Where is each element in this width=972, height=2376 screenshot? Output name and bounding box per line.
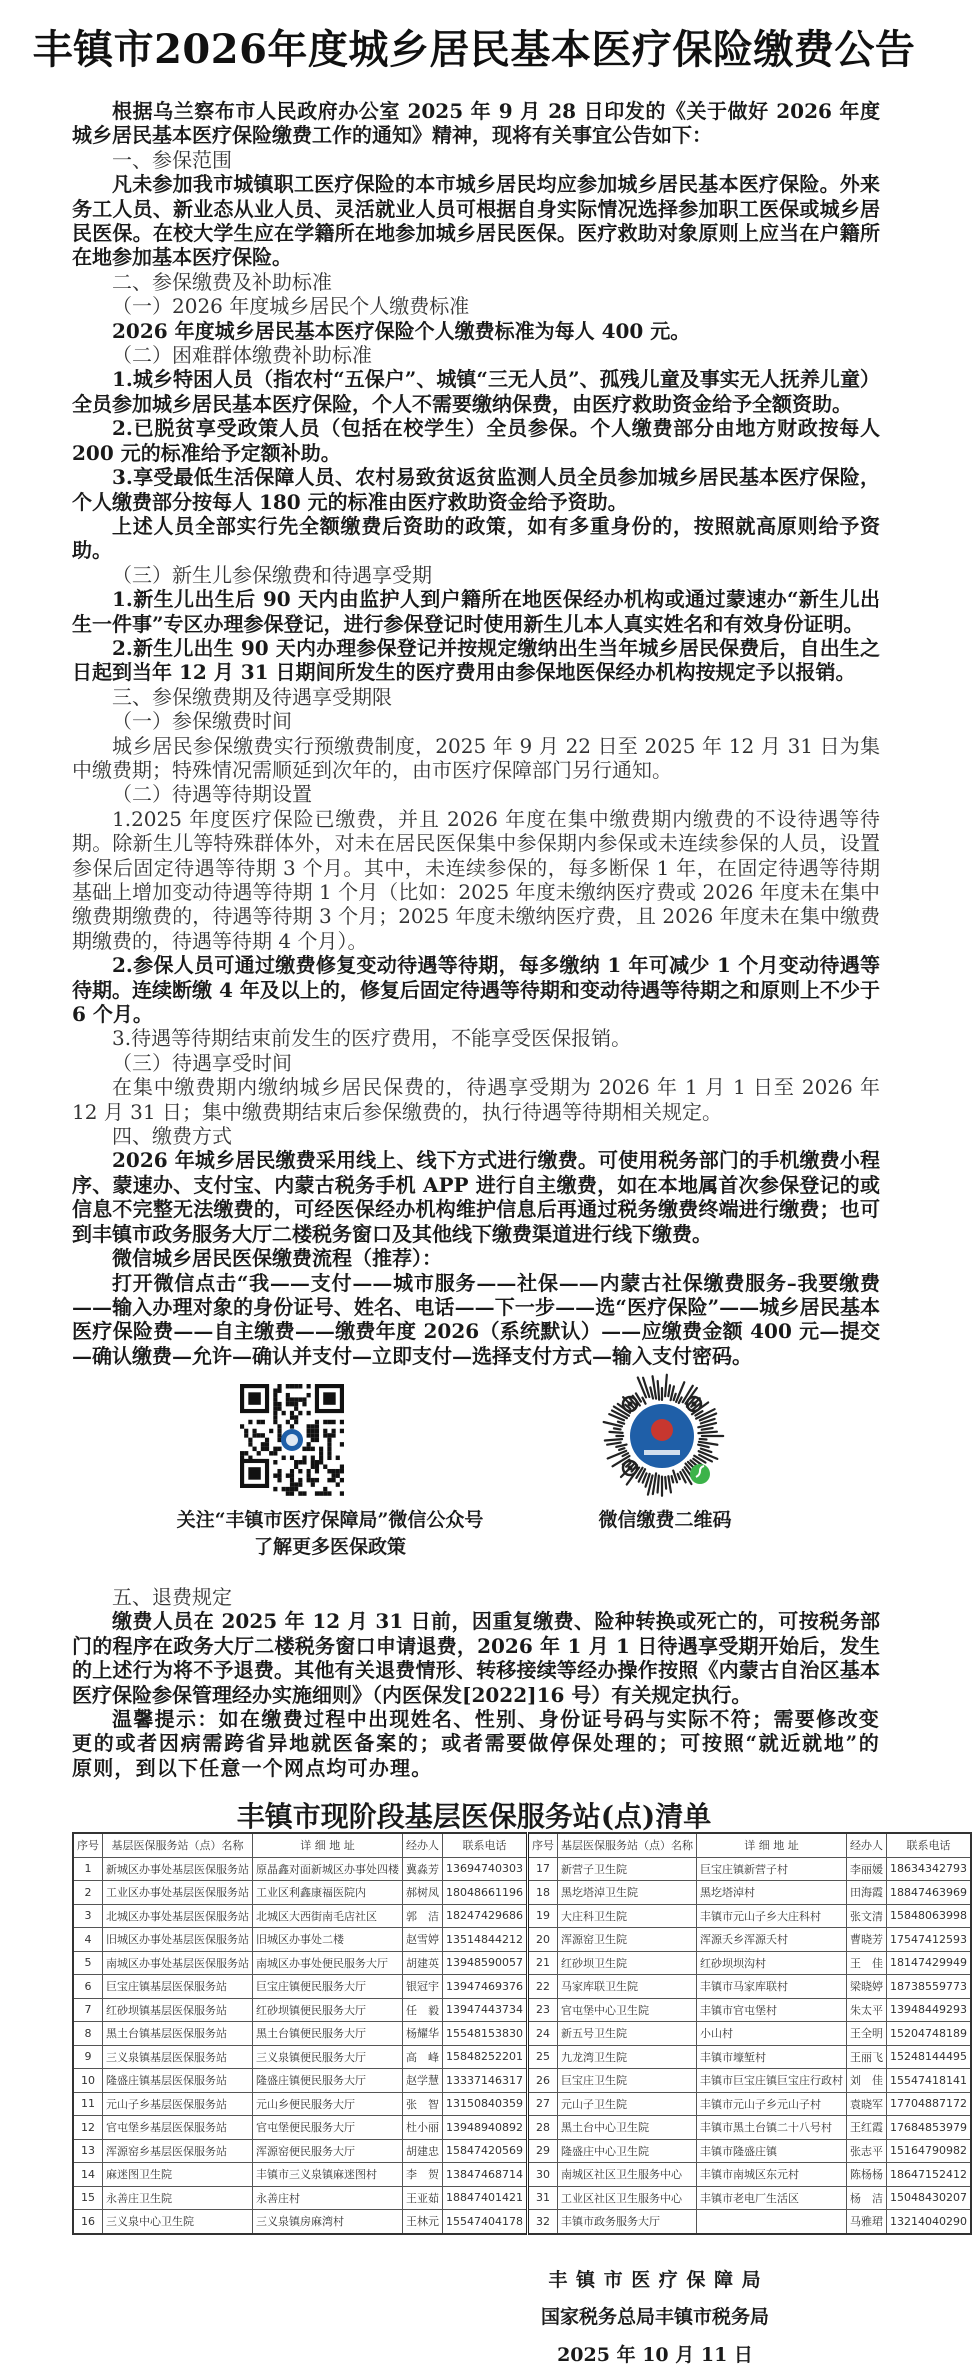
cell-station-name: 隆盛庄中心卫生院 [557, 2139, 696, 2163]
cell-contact-person: 胡建英 [403, 1951, 443, 1975]
cell-contact-person: 郝树凤 [403, 1881, 443, 1905]
cell-phone: 15848063998 [886, 1904, 970, 1928]
cell-phone: 18847463969 [886, 1881, 970, 1905]
column-header: 详 细 地 址 [253, 1833, 403, 1857]
cell-contact-person: 冀淼芳 [403, 1857, 443, 1881]
paragraph: 上述人员全部实行先全额缴费后资助的政策，如有多重身份的，按照就高原则给予资助。 [72, 513, 880, 563]
cell-phone: 13948940892 [443, 2116, 528, 2140]
cell-index: 2 [73, 1881, 103, 1905]
paragraph: 2026 年城乡居民缴费采用线上、线下方式进行缴费。可使用税务部门的手机缴费小程序、蒙速办、支付宝、内蒙古税务手机 APP 进行自主缴费，如在本地属首次参保登记的或信息不完整无法缴费的，可经医保经办机构维护信息后再通过税务缴费终端进行缴费；也可到丰镇市政务服务大厅二楼税务窗口及其他线下缴费渠道进行线下缴费。 [72, 1148, 880, 1246]
cell-index: 10 [73, 2069, 103, 2093]
refund-section [72, 1585, 880, 1780]
cell-index: 7 [73, 1998, 103, 2022]
cell-phone: 13948449293 [886, 1998, 970, 2022]
column-header: 经办人 [846, 1833, 886, 1857]
cell-contact-person: 银冠宇 [403, 1975, 443, 1999]
cell-phone: 13337146317 [443, 2069, 528, 2093]
cell-phone: 15048430207 [886, 2186, 970, 2210]
cell-station-name: 北城区办事处基层医保服务站 [103, 1904, 253, 1928]
section-heading: 四、缴费方式 [112, 1124, 232, 1149]
cell-address: 北城区大西街南毛店社区 [253, 1904, 403, 1928]
cell-address: 小山村 [696, 2022, 846, 2046]
notice-body [72, 99, 880, 1368]
table-row [73, 2092, 971, 2116]
cell-index: 16 [73, 2210, 103, 2234]
cell-contact-person: 王亚茹 [403, 2186, 443, 2210]
cell-index: 31 [527, 2186, 557, 2210]
qr-left-caption-line-2: 了解更多医保政策 [253, 1536, 406, 1558]
cell-address: 丰镇市官屯堡村 [696, 1998, 846, 2022]
paragraph: 2.参保人员可通过缴费修复变动待遇等待期，每多缴纳 1 年可减少 1 个月变动待遇等待期。连续断缴 4 年及以上的，修复后固定待遇等待期和变动待遇等待期之和原则上不少于 6 个月。 [72, 953, 880, 1027]
paragraph: 1.城乡特困人员（指农村“五保户”、城镇“三无人员”、孤残儿童及事实无人抚养儿童）全员参加城乡居民基本医疗保险，个人不需要缴纳保费，由医疗救助资金给予全额资助。 [72, 367, 880, 416]
cell-address: 红砂坝镇便民服务大厅 [253, 1998, 403, 2022]
section-heading: 1.2025 年度医疗保险已缴费，并且 2026 年度在集中缴费期内缴费的不设待遇等待期。除新生儿等特殊群体外，对未在居民医保集中参保期内参保或未连续参保的人员，设置参保后固定待遇等待期 3 个月。其中，未连续参保的，每多断保 1 年，在固定待遇等待期基础上增加变动待遇等待期 1 个月（比如：2025 年度未缴纳医疗费或 2026 年度未在集中缴费期缴费的，待遇等待期 3 个月；2025 年度未缴纳医疗费，且 2026 年度未在集中缴费期缴费的，待遇等待期 4 个月）。 [72, 806, 880, 953]
table-row [73, 1881, 971, 1905]
cell-phone: 13694740303 [443, 1857, 528, 1881]
cell-address: 黑土台镇便民服务大厅 [253, 2022, 403, 2046]
cell-index: 25 [527, 2045, 557, 2069]
cell-contact-person: 李丽媛 [846, 1857, 886, 1881]
cell-contact-person: 张 智 [403, 2092, 443, 2116]
cell-index: 17 [527, 1857, 557, 1881]
paragraph: 3.享受最低生活保障人员、农村易致贫返贫监测人员全员参加城乡居民基本医疗保险，个人缴费部分按每人 180 元的标准由医疗救助资金给予资助。 [72, 465, 880, 514]
cell-address: 三义泉镇房麻湾村 [253, 2210, 403, 2234]
cell-address: 丰镇市南城区东元村 [696, 2163, 846, 2187]
cell-address: 丰镇市马家库联村 [696, 1975, 846, 1999]
table-header-row [73, 1833, 971, 1857]
cell-contact-person: 赵学慧 [403, 2069, 443, 2093]
cell-index: 21 [527, 1951, 557, 1975]
cell-index: 1 [73, 1857, 103, 1881]
table-row [73, 2116, 971, 2140]
cell-index: 6 [73, 1975, 103, 1999]
cell-index: 23 [527, 1998, 557, 2022]
cell-contact-person: 王全明 [846, 2022, 886, 2046]
paragraph: 2026 年度城乡居民基本医疗保险个人缴费标准为每人 400 元。 [112, 318, 691, 343]
cell-address: 丰镇市元山子乡元山子村 [696, 2092, 846, 2116]
cell-station-name: 官屯堡中心卫生院 [557, 1998, 696, 2022]
paragraph: 凡未参加我市城镇职工医疗保险的本市城乡居民均应参加城乡居民基本医疗保险。外来务工人员、新业态从业人员、灵活就业人员可根据自身实际情况选择参加职工医保或城乡居民医保。在校大学生应在学籍所在地参加城乡居民医保。医疗救助对象原则上应当在户籍所在地参加基本医疗保险。 [72, 172, 880, 270]
cell-contact-person: 胡建忠 [403, 2139, 443, 2163]
signature-date: 2025 年 10 月 11 日 [557, 2344, 753, 2366]
warm-tip-paragraph: 温馨提示：如在缴费过程中出现姓名、性别、身份证号码与实际不符；需要修改变更的或者因病需跨省异地就医备案的；或者需要做停保处理的；可按照“就近就地”的原则，到以下任意一个网点均可办理。 [72, 1707, 880, 1780]
table-row [73, 1951, 971, 1975]
cell-index: 3 [73, 1904, 103, 1928]
section-heading: 一、参保范围 [112, 147, 232, 172]
cell-station-name: 浑源窑乡基层医保服务站 [103, 2139, 253, 2163]
column-header: 联系电话 [886, 1833, 970, 1857]
cell-phone: 15547404178 [443, 2210, 528, 2234]
cell-station-name: 红砂坝镇基层医保服务站 [103, 1998, 253, 2022]
cell-address: 巨宝庄镇便民服务大厅 [253, 1975, 403, 1999]
cell-phone: 15848252201 [443, 2045, 528, 2069]
section-heading: 城乡居民参保缴费实行预缴费制度，2025 年 9 月 22 日至 2025 年 12 月 31 日为集中缴费期；特殊情况需顺延到次年的，由市医疗保障部门另行通知。 [72, 733, 880, 782]
cell-contact-person: 王红霞 [846, 2116, 886, 2140]
cell-index: 14 [73, 2163, 103, 2187]
cell-address: 丰镇市黑土台镇二十八号村 [696, 2116, 846, 2140]
cell-contact-person: 田海霞 [846, 1881, 886, 1905]
cell-station-name: 黑土台中心卫生院 [557, 2116, 696, 2140]
cell-contact-person: 王 佳 [846, 1951, 886, 1975]
table-row [73, 1928, 971, 1952]
paragraph: 2.已脱贫享受政策人员（包括在校学生）全员参保。个人缴费部分由地方财政按每人 200 元的标准给予定额补助。 [72, 416, 880, 465]
cell-station-name: 马家库联卫生院 [557, 1975, 696, 1999]
cell-station-name: 巨宝庄卫生院 [557, 2069, 696, 2093]
cell-station-name: 工业区办事处基层医保服务站 [103, 1881, 253, 1905]
cell-address: 丰镇市壕堑村 [696, 2045, 846, 2069]
cell-contact-person: 王丽飞 [846, 2045, 886, 2069]
cell-station-name: 工业区社区卫生服务中心 [557, 2186, 696, 2210]
cell-contact-person: 马雅珺 [846, 2210, 886, 2234]
cell-station-name: 浑源窑卫生院 [557, 1928, 696, 1952]
cell-contact-person: 朱太平 [846, 1998, 886, 2022]
cell-address: 隆盛庄镇便民服务大厅 [253, 2069, 403, 2093]
cell-contact-person: 赵雪婷 [403, 1928, 443, 1952]
cell-phone: 13847468714 [443, 2163, 528, 2187]
paragraph: 2.新生儿出生 90 天内办理参保登记并按规定缴纳出生当年城乡居民保费后，自出生之日起到当年 12 月 31 日期间所发生的医疗费用由参保地医保经办机构按规定予以报销。 [72, 635, 880, 685]
cell-address: 红砂坝坝沟村 [696, 1951, 846, 1975]
table-row [73, 2186, 971, 2210]
cell-station-name: 丰镇市政务服务大厅 [557, 2210, 696, 2234]
table-row [73, 1857, 971, 1881]
cell-index: 8 [73, 2022, 103, 2046]
cell-address: 丰镇市巨宝庄镇巨宝庄行政村 [696, 2069, 846, 2093]
wechat-official-account-qr-code [240, 1384, 344, 1496]
cell-station-name: 新五号卫生院 [557, 2022, 696, 2046]
cell-phone: 18847401421 [443, 2186, 528, 2210]
cell-station-name: 巨宝庄镇基层医保服务站 [103, 1975, 253, 1999]
cell-station-name: 三义泉中心卫生院 [103, 2210, 253, 2234]
cell-station-name: 官屯堡乡基层医保服务站 [103, 2116, 253, 2140]
cell-phone: 15548153830 [443, 2022, 528, 2046]
cell-station-name: 麻迷图卫生院 [103, 2163, 253, 2187]
table-row [73, 1975, 971, 1999]
wechat-payment-mini-program-code [600, 1374, 724, 1498]
cell-index: 27 [527, 2092, 557, 2116]
cell-phone: 13947443734 [443, 1998, 528, 2022]
qr-right-caption: 微信缴费二维码 [598, 1509, 732, 1531]
table-row [73, 2069, 971, 2093]
cell-station-name: 元山子乡基层医保服务站 [103, 2092, 253, 2116]
cell-phone: 18247429686 [443, 1904, 528, 1928]
section-heading: （二）待遇等待期设置 [112, 782, 312, 807]
cell-address: 黑圪塔淖村 [696, 1881, 846, 1905]
signature-org-medical-security: 丰 镇 市 医 疗 保 障 局 [548, 2269, 762, 2291]
paragraph: 缴费人员在 2025 年 12 月 31 日前，因重复缴费、险种转换或死亡的，可按税务部门的程序在政务大厅二楼税务窗口申请退费，2026 年 1 月 1 日待遇享受期开始后，发生的上述行为将不予退费。其他有关退费情形、转移接续等经办操作按照《内蒙古自治区基本医疗保险参保管理经办实施细则》（内医保发[2022]16 号）有关规定执行。 [72, 1609, 880, 1707]
cell-index: 13 [73, 2139, 103, 2163]
cell-address: 浑源夭乡浑源夭村 [696, 1928, 846, 1952]
cell-address: 永善庄村 [253, 2186, 403, 2210]
qr-left-caption [140, 1507, 520, 1561]
cell-station-name: 新城区办事处基层医保服务站 [103, 1857, 253, 1881]
cell-address: 南城区办事处便民服务大厅 [253, 1951, 403, 1975]
cell-station-name: 隆盛庄镇基层医保服务站 [103, 2069, 253, 2093]
column-header: 联系电话 [443, 1833, 528, 1857]
cell-phone: 13948590057 [443, 1951, 528, 1975]
paragraph: 微信城乡居民医保缴费流程（推荐）： [112, 1246, 442, 1271]
column-header: 基层医保服务站（点）名称 [557, 1833, 696, 1857]
cell-phone: 15248144495 [886, 2045, 970, 2069]
section-heading: 在集中缴费期内缴纳城乡居民保费的，待遇享受期为 2026 年 1 月 1 日至 2026 年 12 月 31 日；集中缴费期结束后参保缴费的，执行待遇等待期相关规定。 [72, 1075, 880, 1124]
cell-contact-person: 任 毅 [403, 1998, 443, 2022]
cell-contact-person: 张文清 [846, 1904, 886, 1928]
paragraph: 1.新生儿出生后 90 天内由监护人到户籍所在地医保经办机构或通过蒙速办“新生儿出生一件事”专区办理参保登记，进行参保登记时使用新生儿本人真实姓名和有效身份证明。 [72, 587, 880, 636]
cell-phone: 17684853979 [886, 2116, 970, 2140]
cell-index: 12 [73, 2116, 103, 2140]
section-heading: 三、参保缴费期及待遇享受期限 [112, 684, 392, 709]
section-heading: 五、退费规定 [112, 1585, 232, 1609]
cell-phone: 18738559773 [886, 1975, 970, 1999]
cell-phone: 13214040290 [886, 2210, 970, 2234]
cell-contact-person: 王林元 [403, 2210, 443, 2234]
cell-contact-person: 刘 佳 [846, 2069, 886, 2093]
cell-address: 丰镇市三义泉镇麻迷图村 [253, 2163, 403, 2187]
cell-address: 巨宝庄镇新营子村 [696, 1857, 846, 1881]
cell-contact-person: 李 贺 [403, 2163, 443, 2187]
cell-index: 32 [527, 2210, 557, 2234]
cell-phone: 18647152412 [886, 2163, 970, 2187]
cell-index: 4 [73, 1928, 103, 1952]
signature-org-tax-bureau: 国家税务总局丰镇市税务局 [540, 2306, 769, 2328]
cell-address: 元山乡便民服务大厅 [253, 2092, 403, 2116]
column-header: 详 细 地 址 [696, 1833, 846, 1857]
section-heading: （一）参保缴费时间 [112, 709, 292, 734]
cell-phone: 17547412593 [886, 1928, 970, 1952]
cell-index: 19 [527, 1904, 557, 1928]
cell-address [696, 2210, 846, 2234]
cell-address: 丰镇市元山子乡大庄科村 [696, 1904, 846, 1928]
cell-contact-person: 袁晓军 [846, 2092, 886, 2116]
cell-contact-person: 郭 洁 [403, 1904, 443, 1928]
qr-left-caption-line-1: 关注“丰镇市医疗保障局”微信公众号 [176, 1509, 484, 1531]
section-heading: 二、参保缴费及补助标准 [112, 269, 332, 294]
cell-index: 28 [527, 2116, 557, 2140]
cell-address: 原晶鑫对面新城区办事处四楼 [253, 1857, 403, 1881]
cell-station-name: 红砂坝卫生院 [557, 1951, 696, 1975]
cell-contact-person: 陈杨杨 [846, 2163, 886, 2187]
cell-phone: 15204748189 [886, 2022, 970, 2046]
cell-contact-person: 杨 洁 [846, 2186, 886, 2210]
section-heading: （一）2026 年度城乡居民个人缴费标准 [112, 294, 470, 319]
cell-contact-person: 梁晓婷 [846, 1975, 886, 1999]
cell-address: 浑源窑便民服务大厅 [253, 2139, 403, 2163]
cell-index: 18 [527, 1881, 557, 1905]
table-row [73, 1904, 971, 1928]
cell-phone: 13150840359 [443, 2092, 528, 2116]
cell-station-name: 九龙湾卫生院 [557, 2045, 696, 2069]
paragraph: 根据乌兰察布市人民政府办公室 2025 年 9 月 28 日印发的《关于做好 2026 年度城乡居民基本医疗保险缴费工作的通知》精神，现将有关事宜公告如下： [72, 99, 880, 148]
cell-index: 30 [527, 2163, 557, 2187]
cell-contact-person: 张志平 [846, 2139, 886, 2163]
section-heading: 3.待遇等待期结束前发生的医疗费用，不能享受医保报销。 [112, 1026, 632, 1051]
cell-station-name: 新营子卫生院 [557, 1857, 696, 1881]
service-stations-table [72, 1832, 972, 2235]
cell-phone: 15164790982 [886, 2139, 970, 2163]
cell-index: 22 [527, 1975, 557, 1999]
cell-index: 15 [73, 2186, 103, 2210]
cell-station-name: 旧城区办事处基层医保服务站 [103, 1928, 253, 1952]
table-row [73, 2163, 971, 2187]
cell-address: 旧城区办事处二楼 [253, 1928, 403, 1952]
cell-phone: 18634342793 [886, 1857, 970, 1881]
cell-address: 官屯堡便民服务大厅 [253, 2116, 403, 2140]
cell-address: 工业区利鑫康福医院内 [253, 1881, 403, 1905]
section-heading: （二）困难群体缴费补助标准 [112, 343, 372, 368]
cell-station-name: 大庄科卫生院 [557, 1904, 696, 1928]
cell-index: 9 [73, 2045, 103, 2069]
cell-index: 11 [73, 2092, 103, 2116]
cell-index: 20 [527, 1928, 557, 1952]
cell-address: 三义泉镇便民服务大厅 [253, 2045, 403, 2069]
cell-station-name: 南城区办事处基层医保服务站 [103, 1951, 253, 1975]
table-row [73, 2022, 971, 2046]
column-header: 序号 [73, 1833, 103, 1857]
cell-station-name: 黑土台镇基层医保服务站 [103, 2022, 253, 2046]
cell-address: 丰镇市隆盛庄镇 [696, 2139, 846, 2163]
section-heading: （三）新生儿参保缴费和待遇享受期 [112, 562, 432, 587]
cell-index: 29 [527, 2139, 557, 2163]
cell-phone: 18147429949 [886, 1951, 970, 1975]
cell-contact-person: 曹晓芳 [846, 1928, 886, 1952]
cell-phone: 13514844212 [443, 1928, 528, 1952]
cell-phone: 13947469376 [443, 1975, 528, 1999]
column-header: 序号 [527, 1833, 557, 1857]
table-row [73, 2045, 971, 2069]
cell-phone: 18048661196 [443, 1881, 528, 1905]
cell-station-name: 三义泉镇基层医保服务站 [103, 2045, 253, 2069]
table-row [73, 1998, 971, 2022]
table-row [73, 2139, 971, 2163]
cell-station-name: 元山子卫生院 [557, 2092, 696, 2116]
section-heading: （三）待遇享受时间 [112, 1050, 292, 1075]
column-header: 经办人 [403, 1833, 443, 1857]
cell-contact-person: 杨耀华 [403, 2022, 443, 2046]
cell-address: 丰镇市老电厂生活区 [696, 2186, 846, 2210]
cell-index: 26 [527, 2069, 557, 2093]
paragraph: 打开微信点击“我——支付——城市服务——社保——内蒙古社保缴费服务–我要缴费——输入办理对象的身份证号、姓名、电话——下一步——选“医疗保险”——城乡居民基本医疗保险费——自主缴费——缴费年度 2026（系统默认）——应缴费金额 400 元—提交—确认缴费—允许—确认并支付—立即支付—选择支付方式—输入支付密码。 [72, 1270, 880, 1368]
cell-index: 5 [73, 1951, 103, 1975]
cell-station-name: 黑圪塔淖卫生院 [557, 1881, 696, 1905]
cell-station-name: 永善庄卫生院 [103, 2186, 253, 2210]
table-row [73, 2210, 971, 2234]
cell-index: 24 [527, 2022, 557, 2046]
table-title: 丰镇市现阶段基层医保服务站(点)清单 [236, 1800, 712, 1833]
column-header: 基层医保服务站（点）名称 [103, 1833, 253, 1857]
cell-phone: 15847420569 [443, 2139, 528, 2163]
cell-contact-person: 杜小丽 [403, 2116, 443, 2140]
cell-contact-person: 高 峰 [403, 2045, 443, 2069]
cell-station-name: 南城区社区卫生服务中心 [557, 2163, 696, 2187]
cell-phone: 17704887172 [886, 2092, 970, 2116]
cell-phone: 15547418141 [886, 2069, 970, 2093]
page-title: 丰镇市2026年度城乡居民基本医疗保险缴费公告 [32, 26, 916, 73]
